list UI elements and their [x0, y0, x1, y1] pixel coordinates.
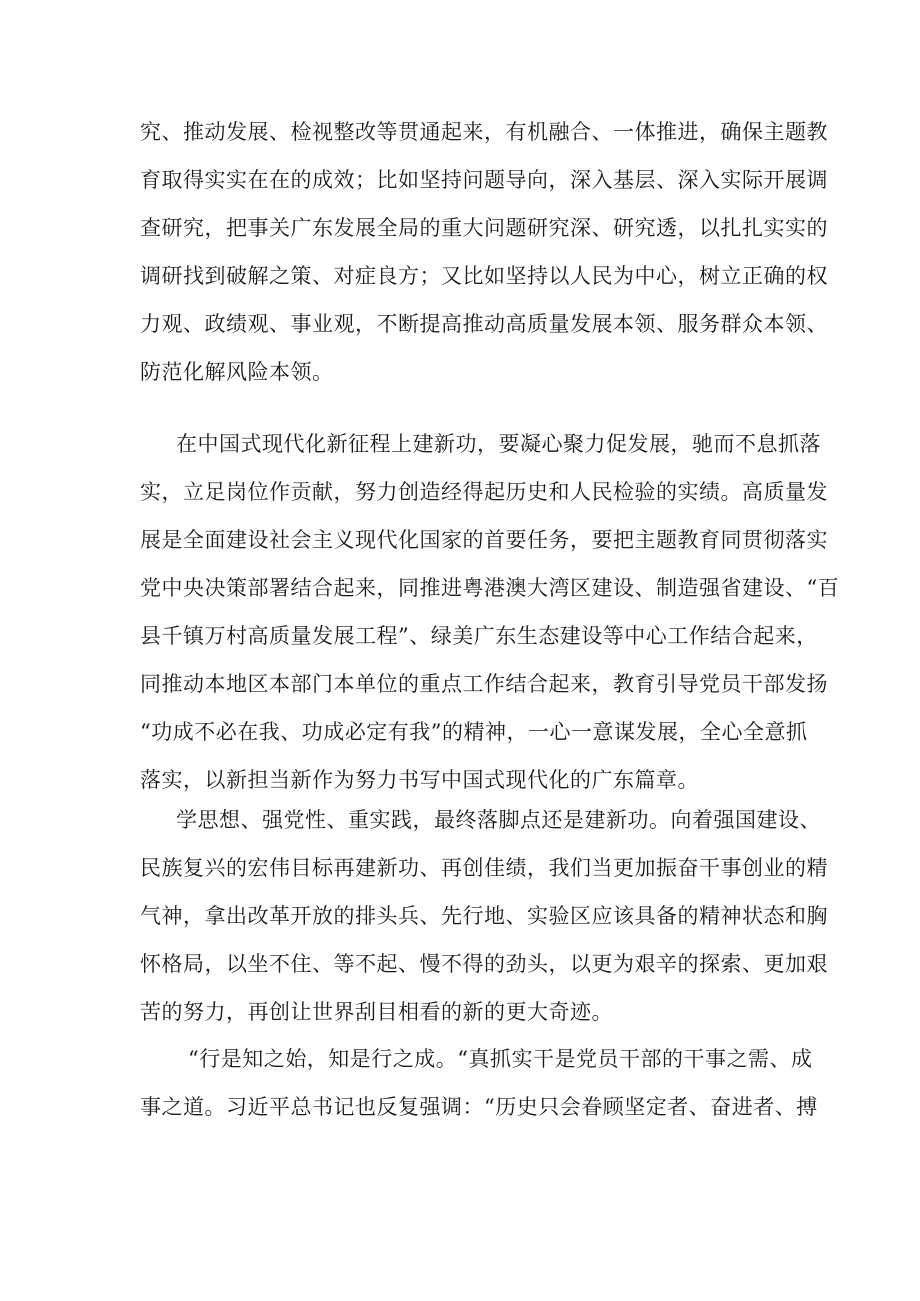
text-line: “功成不必在我、功成必定有我”的精神，一心一意谋发展，全心全意抓 [140, 720, 808, 744]
text-line: 民族复兴的宏伟目标再建新功、再创佳绩，我们当更加振奋干事创业的精 [140, 856, 828, 880]
text-line: 查研究，把事关广东发展全局的重大问题研究深、研究透，以扎扎实实的 [140, 216, 828, 240]
text-line: 落实，以新担当新作为努力书写中国式现代化的广东篇章。 [140, 768, 699, 792]
paragraph-3 [140, 796, 828, 1036]
text-line: 苦的努力，再创让世界刮目相看的新的更大奇迹。 [140, 1000, 613, 1024]
text-line: 究、推动发展、检视整改等贯通起来，有机融合、一体推进，确保主题教 [140, 120, 828, 144]
text-line: 事之道。习近平总书记也反复强调：“历史只会眷顾坚定者、奋进者、搏 [140, 1095, 818, 1119]
text-line: 展是全面建设社会主义现代化国家的首要任务，要把主题教育同贯彻落实 [140, 528, 828, 552]
text-line: 育取得实实在在的成效；比如坚持问题导向，深入基层、深入实际开展调 [140, 168, 828, 192]
text-line: 县千镇万村高质量发展工程”、绿美广东生态建设等中心工作结合起来， [140, 624, 818, 648]
paragraph-1 [140, 108, 828, 396]
text-line: 防范化解风险本领。 [140, 360, 334, 384]
paragraph-4 [140, 1035, 818, 1131]
text-line: 在中国式现代化新征程上建新功，要凝心聚力促发展，驰而不息抓落 [176, 432, 821, 456]
text-line: 怀格局，以坐不住、等不起、慢不得的劲头，以更为艰辛的探索、更加艰 [140, 952, 828, 976]
text-line: 力观、政绩观、事业观，不断提高推动高质量发展本领、服务群众本领、 [140, 312, 828, 336]
text-line: “行是知之始，知是行之成。“真抓实干是党员干部的干事之需、成 [188, 1047, 813, 1071]
paragraph-2 [140, 420, 840, 804]
text-line: 同推动本地区本部门本单位的重点工作结合起来，教育引导党员干部发扬 [140, 672, 828, 696]
text-line: 调研找到破解之策、对症良方；又比如坚持以人民为中心，树立正确的权 [140, 264, 828, 288]
text-line: 学思想、强党性、重实践，最终落脚点还是建新功。向着强国建设、 [176, 808, 821, 832]
text-line: 实，立足岗位作贡献，努力创造经得起历史和人民检验的实绩。高质量发 [140, 480, 828, 504]
text-line: 气神，拿出改革开放的排头兵、先行地、实验区应该具备的精神状态和胸 [140, 904, 828, 928]
text-line: 党中央决策部署结合起来，同推进粤港澳大湾区建设、制造强省建设、“百 [140, 576, 840, 600]
